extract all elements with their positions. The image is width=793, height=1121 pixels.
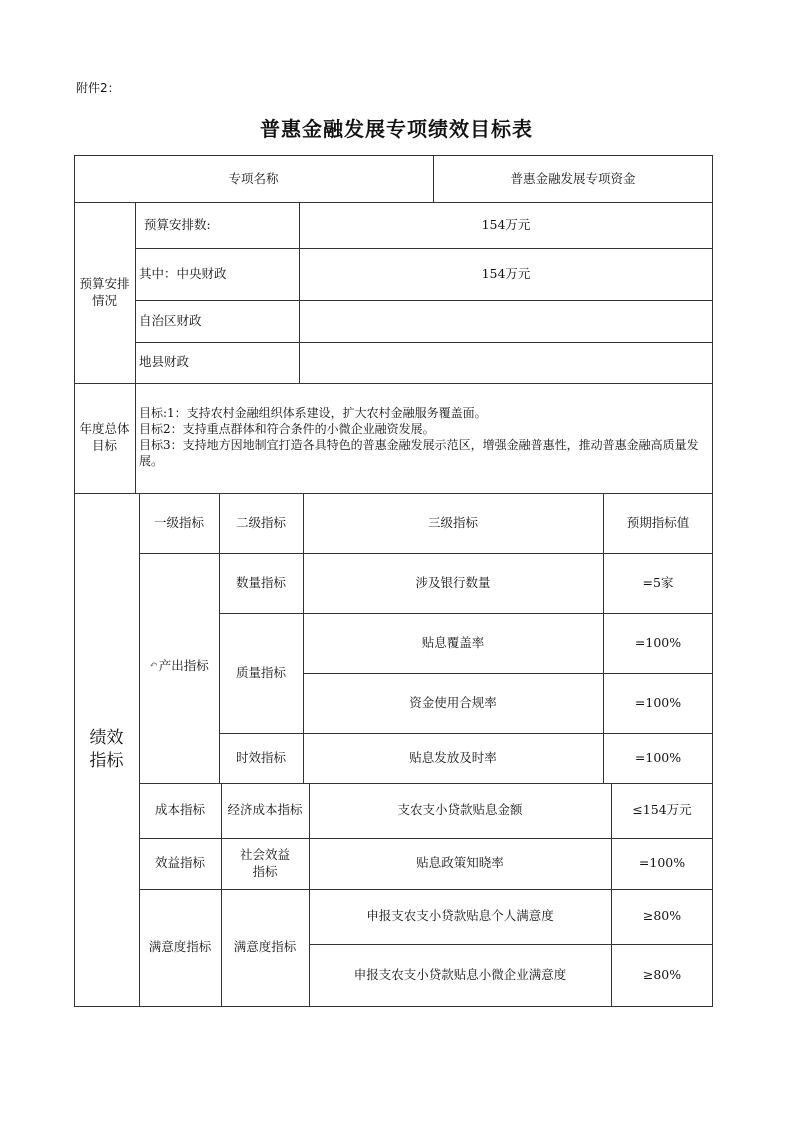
benefit-indicator-label: 效益指标 xyxy=(154,855,205,871)
central-finance-value: 154万元 xyxy=(481,265,531,281)
goal-2: 目标2：支持重点群体和符合条件的小微企业融资发展。 xyxy=(139,422,435,436)
goal-3: 目标3：支持地方因地制宜打造各具特色的普惠金融发展示范区，增强金融普惠性，推动普惠金融高质量发展。 xyxy=(139,438,699,468)
cost-indicator-label: 成本指标 xyxy=(154,802,205,818)
annual-goals-label: 年度总体 目标 xyxy=(79,421,130,453)
regional-finance-value xyxy=(299,300,713,342)
satisfaction-sub-indicator-label: 满意度指标 xyxy=(233,939,297,955)
goal-1: 目标:1：支持农村金融组织体系建设，扩大农村金融服务覆盖面。 xyxy=(139,406,487,420)
central-finance-label: 其中：中央财政 xyxy=(139,265,227,281)
satisfaction-item-2: 申报支农支小贷款贴息小微企业满意度 xyxy=(353,966,567,982)
page-title: 普惠金融发展专项绩效目标表 xyxy=(260,117,533,141)
quantity-indicator-label: 数量指标 xyxy=(235,574,286,590)
cost-value: ≤154万元 xyxy=(632,802,692,818)
output-indicator-cell xyxy=(139,553,219,783)
economic-cost-indicator-label: 经济成本指标 xyxy=(227,802,303,818)
timeliness-item: 贴息发放及时率 xyxy=(409,749,497,765)
header-level1: 一级指标 xyxy=(153,514,204,530)
quantity-item: 涉及银行数量 xyxy=(415,574,491,590)
timeliness-indicator-label: 时效指标 xyxy=(235,749,286,765)
quality-item-2: 资金使用合规率 xyxy=(409,694,497,710)
output-indicator-label: 产出指标 xyxy=(158,657,209,673)
county-finance-label: 地县财政 xyxy=(139,354,190,370)
quality-value-1: =100% xyxy=(634,634,682,650)
project-name-value: 普惠金融发展专项资金 xyxy=(510,170,636,186)
header-level2: 二级指标 xyxy=(235,514,286,530)
header-expected: 预期指标值 xyxy=(626,514,690,530)
attachment-label: 附件2： xyxy=(76,81,120,95)
scribble-mark-icon: ↶ xyxy=(149,660,158,672)
quality-indicator-label: 质量指标 xyxy=(235,664,286,680)
budget-total-label: 预算安排数: xyxy=(144,216,211,232)
county-finance-value xyxy=(299,342,713,383)
satisfaction-value-1: ≥80% xyxy=(642,908,682,924)
satisfaction-value-2: ≥80% xyxy=(642,966,682,982)
budget-section-label: 预算安排 情况 xyxy=(79,276,130,308)
social-benefit-indicator-label: 社会效益 指标 xyxy=(239,846,290,879)
timeliness-value: =100% xyxy=(634,749,682,765)
regional-finance-label: 自治区财政 xyxy=(139,312,202,328)
quality-item-1: 贴息覆盖率 xyxy=(421,634,485,650)
quality-value-2: =100% xyxy=(634,694,682,710)
budget-total-value: 154万元 xyxy=(481,216,531,232)
benefit-value: =100% xyxy=(638,855,686,871)
header-level3: 三级指标 xyxy=(427,514,478,530)
project-name-label: 专项名称 xyxy=(228,170,279,186)
cost-item: 支农支小贷款贴息金额 xyxy=(397,802,523,818)
annual-goals-text xyxy=(135,403,713,493)
satisfaction-indicator-label: 满意度指标 xyxy=(148,939,212,955)
benefit-item: 贴息政策知晓率 xyxy=(416,855,504,871)
satisfaction-item-1: 申报支农支小贷款贴息个人满意度 xyxy=(366,908,554,924)
performance-section-label: 绩效 指标 xyxy=(89,728,124,771)
quantity-value: =5家 xyxy=(642,574,674,590)
